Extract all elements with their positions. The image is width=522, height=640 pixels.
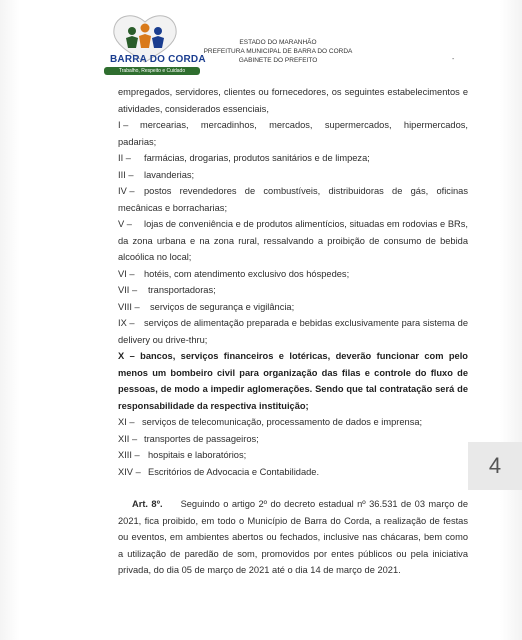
article-text: Seguindo o artigo 2º do decreto estadual nº 36.531 de 03 março de 2021, fica proibido, em todo o Município de Barra do Corda, a realização de festas ou eventos, em ambientes abertos ou fechados, inclusive nas chácaras, bem como a utilização de paredão de som, promovidos por entes públicos ou pela iniciativa privada, do dia 05 de março de 2021 até o dia 14 de março de 2021.: [118, 499, 468, 575]
article-label: Art. 8º.: [132, 499, 163, 509]
logo-tagline: Trabalho, Respeito e Cuidado: [104, 67, 200, 75]
article-8-paragraph: [118, 496, 468, 579]
logo-title: BARRA DO CORDA: [110, 54, 206, 65]
item-text: mercearias, mercadinhos, mercados, supermercados, hipermercados, padarias;: [118, 120, 468, 147]
item-number: III –: [118, 169, 134, 180]
item-text: transportadoras;: [148, 285, 216, 295]
item-text: hospitais e laboratórios;: [148, 450, 247, 460]
item-number: XIV –: [118, 466, 141, 477]
header-mark: -: [452, 56, 455, 63]
header-line-state: ESTADO DO MARANHÃO: [239, 39, 317, 46]
item-text: postos revendedores de combustíveis, distribuidoras de gás, oficinas mecânicas e borracharias;: [118, 186, 468, 213]
item-text: serviços de alimentação preparada e bebidas exclusivamente para sistema de delivery ou drive-thru;: [118, 318, 468, 345]
list-item: [118, 266, 468, 283]
list-item: [118, 299, 468, 316]
municipality-logo: [92, 14, 206, 78]
item-number: VI –: [118, 268, 135, 279]
header-line-office: GABINETE DO PREFEITO: [238, 57, 318, 64]
intro-paragraph: empregados, servidores, clientes ou fornecedores, os seguintes estabelecimentos e atividades, considerados essenciais,: [118, 87, 468, 114]
item-text: farmácias, drogarias, produtos sanitários e de limpeza;: [144, 153, 370, 163]
item-number: IV –: [118, 186, 135, 196]
item-text: serviços de segurança e vigilância;: [150, 301, 295, 312]
item-text: serviços de telecomunicação, processamento de dados e imprensa;: [142, 417, 423, 427]
list-item: [118, 216, 468, 266]
item-text: transportes de passageiros;: [144, 433, 259, 444]
letterhead: [0, 0, 522, 90]
item-text: lavanderias;: [144, 169, 195, 180]
list-item: [118, 431, 468, 448]
list-item: [118, 282, 468, 299]
item-number: V –: [118, 219, 132, 229]
item-text: hotéis, com atendimento exclusivo dos hóspedes;: [144, 268, 350, 279]
list-item: [118, 117, 468, 150]
list-item: [118, 414, 468, 431]
header-line-city: PREFEITURA MUNICIPAL DE BARRA DO CORDA: [203, 48, 353, 55]
item-number: IX –: [118, 318, 135, 328]
item-number: XII –: [118, 433, 138, 444]
list-item: [118, 183, 468, 216]
list-item: [118, 150, 468, 167]
item-number: I –: [118, 120, 129, 130]
list-item: [118, 447, 468, 464]
item-number: VII –: [118, 285, 138, 295]
item-number: II –: [118, 153, 131, 163]
list-item-x: X – bancos, serviços financeiros e lotéricas, deverão funcionar com pelo menos um bombeiro civil para organização das filas e controle do fluxo de pessoas, de modo a impedir aglomerações. Sendo que tal contratação será de responsabilidade da respectiva instituição;: [118, 351, 468, 411]
list-item: [118, 167, 468, 184]
item-text: lojas de conveniência e de produtos alimentícios, situadas em rodovias e BRs, da zona urbana e na zona rural, ressalvando a proibição de consumo de bebida alcoólica no local;: [118, 219, 468, 262]
item-number: XIII –: [118, 450, 140, 460]
letterhead-text: [198, 38, 358, 65]
item-number: XI –: [118, 417, 135, 427]
item-number: VIII –: [118, 301, 140, 312]
item-text: Escritórios de Advocacia e Contabilidade.: [148, 466, 320, 477]
page-number-badge: 4: [468, 442, 522, 490]
decree-body: [118, 84, 468, 579]
list-item: [118, 315, 468, 348]
list-item: [118, 464, 468, 481]
